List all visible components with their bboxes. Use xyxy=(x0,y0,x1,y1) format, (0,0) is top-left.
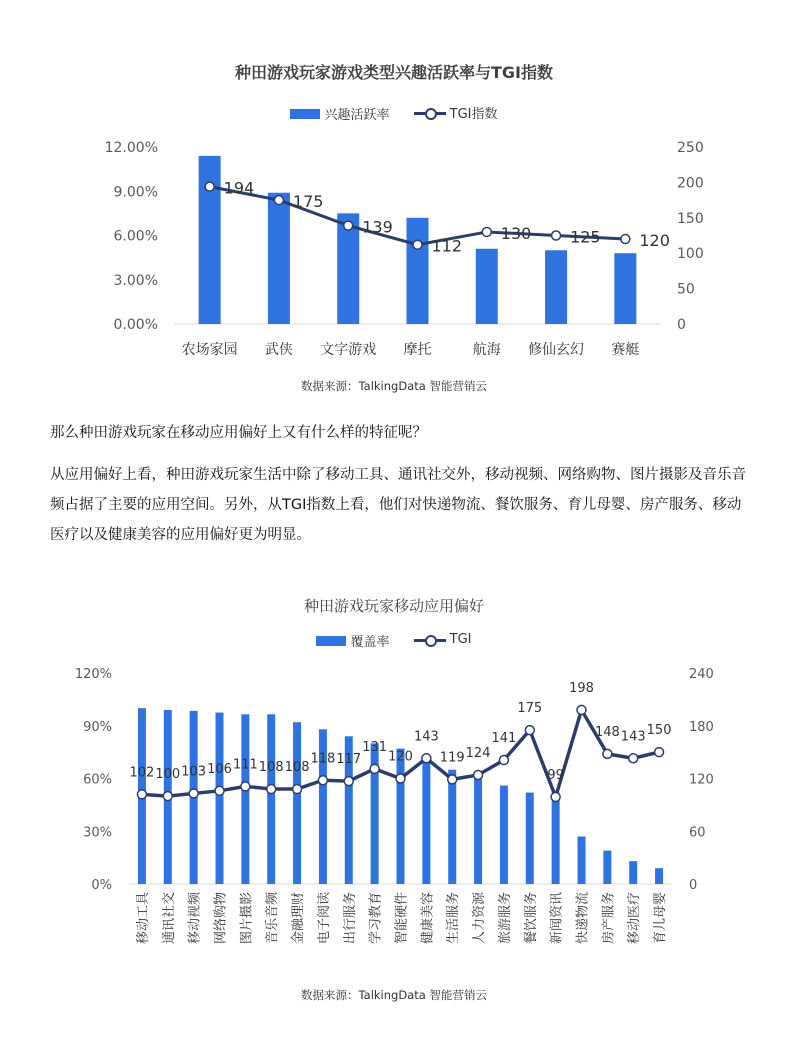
tgi-data-label: 112 xyxy=(431,236,463,256)
legend-label: 兴趣活跃率 xyxy=(324,108,390,123)
y-right-tick-label: 150 xyxy=(677,210,704,227)
bar xyxy=(474,775,482,884)
tgi-data-label: 139 xyxy=(362,217,393,237)
tgi-data-label: 111 xyxy=(232,757,258,773)
x-tick-label: 武侠 xyxy=(264,342,293,358)
tgi-point xyxy=(448,775,457,784)
tgi-data-label: 125 xyxy=(570,227,601,247)
tgi-data-label: 143 xyxy=(620,729,646,745)
chart2-source: 数据来源：TalkingData 智能营销云 xyxy=(301,988,487,1002)
bar xyxy=(476,249,498,324)
tgi-point xyxy=(621,235,630,244)
bar xyxy=(397,749,405,884)
tgi-point xyxy=(577,705,586,714)
tgi-point xyxy=(189,789,198,798)
bar xyxy=(268,193,290,324)
x-tick-label: 健康美容 xyxy=(420,892,436,945)
tgi-point xyxy=(551,792,560,801)
tgi-data-label: 99 xyxy=(547,767,564,783)
x-tick-label: 新闻资讯 xyxy=(549,892,565,945)
bar xyxy=(199,156,221,324)
tgi-point xyxy=(603,749,612,758)
tgi-point xyxy=(655,748,664,757)
bar xyxy=(526,793,534,884)
bar xyxy=(603,851,611,884)
x-tick-label: 出行服务 xyxy=(342,892,358,945)
tgi-data-label: 102 xyxy=(129,765,155,781)
x-tick-label: 快递物流 xyxy=(575,892,591,945)
tgi-point xyxy=(205,182,214,191)
y-left-tick-label: 0.00% xyxy=(113,317,158,333)
bar xyxy=(545,250,567,324)
bar xyxy=(655,868,663,884)
tgi-data-label: 120 xyxy=(639,231,670,251)
chart1-title: 种田游戏玩家游戏类型兴趣活跃率与TGI指数 xyxy=(234,63,553,82)
tgi-data-label: 150 xyxy=(646,723,672,739)
tgi-point xyxy=(629,754,638,763)
tgi-point xyxy=(474,770,483,779)
tgi-data-label: 198 xyxy=(569,680,594,696)
y-right-tick-label: 0 xyxy=(689,878,698,893)
y-left-tick-label: 9.00% xyxy=(113,184,158,201)
legend-label: TGI指数 xyxy=(449,107,498,122)
bar xyxy=(578,837,586,884)
x-tick-label: 移动医疗 xyxy=(627,892,643,945)
y-left-tick-label: 30% xyxy=(83,825,112,841)
tgi-data-label: 131 xyxy=(362,739,388,755)
y-right-tick-label: 200 xyxy=(677,175,704,192)
tgi-data-label: 143 xyxy=(413,729,439,745)
body-paragraph: 从应用偏好上看，种田游戏玩家生活中除了移动工具、通讯社交外，移动视频、网络购物、图片摄影及音乐音频占据了主要的应用空间。另外，从TGI指数上看，他们对快递物流、餐饮服务、育儿母婴、房产服务、移动医疗以及健康美容的应用偏好更为明显。 xyxy=(50,467,746,543)
tgi-data-label: 175 xyxy=(517,701,543,717)
bar xyxy=(216,713,224,884)
tgi-point xyxy=(344,777,353,786)
x-tick-label: 通讯社交 xyxy=(161,892,177,945)
y-right-tick-label: 50 xyxy=(677,281,695,298)
tgi-point xyxy=(413,240,422,249)
tgi-point xyxy=(525,726,534,735)
x-tick-label: 农场家园 xyxy=(181,342,238,358)
y-right-tick-label: 0 xyxy=(677,317,686,333)
y-right-tick-label: 60 xyxy=(689,825,706,841)
x-tick-label: 航海 xyxy=(472,342,501,358)
bar xyxy=(500,786,508,884)
x-tick-label: 图片摄影 xyxy=(239,892,255,945)
tgi-data-label: 117 xyxy=(336,752,362,768)
y-right-tick-label: 250 xyxy=(677,140,704,156)
tgi-data-label: 141 xyxy=(491,731,517,747)
x-tick-label: 育儿母婴 xyxy=(653,892,669,945)
y-right-tick-label: 240 xyxy=(689,667,714,682)
tgi-point xyxy=(137,790,146,799)
y-left-tick-label: 6.00% xyxy=(113,228,158,245)
x-tick-label: 移动工具 xyxy=(135,892,151,945)
y-left-tick-label: 12.00% xyxy=(104,140,158,156)
y-left-tick-label: 3.00% xyxy=(113,272,158,289)
tgi-point xyxy=(293,785,302,794)
tgi-point xyxy=(163,792,172,801)
tgi-point xyxy=(344,221,353,230)
tgi-data-label: 175 xyxy=(292,192,324,212)
x-tick-label: 修仙玄幻 xyxy=(528,342,585,358)
y-left-tick-label: 60% xyxy=(83,772,112,788)
x-tick-label: 智能硬件 xyxy=(394,892,410,945)
x-tick-label: 金融理财 xyxy=(291,892,307,945)
tgi-data-label: 119 xyxy=(439,750,465,766)
tgi-point xyxy=(274,196,283,205)
y-right-tick-label: 100 xyxy=(677,246,704,263)
chart2-svg xyxy=(0,585,788,1005)
bar xyxy=(241,714,249,884)
x-tick-label: 赛艇 xyxy=(611,342,640,358)
chart1 xyxy=(0,50,788,400)
x-tick-label: 网络购物 xyxy=(213,892,229,945)
x-tick-label: 摩托 xyxy=(403,342,432,358)
tgi-point xyxy=(482,227,491,236)
y-left-tick-label: 90% xyxy=(83,719,112,735)
tgi-data-label: 100 xyxy=(155,767,181,783)
chart2 xyxy=(0,585,788,1005)
tgi-point xyxy=(215,786,224,795)
tgi-point xyxy=(499,756,508,765)
bar xyxy=(267,714,275,884)
y-left-tick-label: 120% xyxy=(74,667,112,682)
bar xyxy=(552,793,560,884)
tgi-point xyxy=(396,774,405,783)
tgi-data-label: 130 xyxy=(500,223,532,243)
x-tick-label: 学习教育 xyxy=(368,892,384,945)
question-text: 那么种田游戏玩家在移动应用偏好上又有什么样的特征呢？ xyxy=(50,425,427,441)
tgi-data-label: 118 xyxy=(310,751,336,767)
x-tick-label: 音乐音频 xyxy=(265,892,281,945)
y-left-tick-label: 0% xyxy=(91,878,112,893)
tgi-point xyxy=(370,764,379,773)
tgi-data-label: 148 xyxy=(594,724,620,740)
legend-label: 覆盖率 xyxy=(350,635,390,650)
tgi-point xyxy=(318,776,327,785)
tgi-data-label: 120 xyxy=(388,749,413,765)
tgi-point xyxy=(241,782,250,791)
legend-label: TGI xyxy=(449,632,472,647)
tgi-data-label: 103 xyxy=(181,764,207,780)
tgi-data-label: 124 xyxy=(465,745,491,761)
tgi-data-label: 108 xyxy=(258,760,284,776)
bar xyxy=(407,218,429,324)
bar xyxy=(614,253,636,324)
x-tick-label: 移动视频 xyxy=(187,892,203,945)
y-right-tick-label: 120 xyxy=(689,772,714,788)
x-tick-label: 餐饮服务 xyxy=(523,892,539,945)
bar xyxy=(422,757,430,884)
tgi-data-label: 194 xyxy=(223,178,255,198)
tgi-data-label: 106 xyxy=(207,761,232,777)
x-tick-label: 电子阅读 xyxy=(316,892,332,945)
x-tick-label: 生活服务 xyxy=(446,892,462,945)
tgi-point xyxy=(422,754,431,763)
chart1-source: 数据来源：TalkingData 智能营销云 xyxy=(301,379,487,393)
bar xyxy=(629,861,637,884)
x-tick-label: 文字游戏 xyxy=(320,342,377,358)
tgi-point xyxy=(267,785,276,794)
tgi-point xyxy=(552,231,561,240)
tgi-data-label: 108 xyxy=(284,760,310,776)
x-tick-label: 人力资源 xyxy=(472,892,488,945)
chart2-title: 种田游戏玩家移动应用偏好 xyxy=(303,597,484,615)
bar xyxy=(293,722,301,884)
bar xyxy=(448,770,456,884)
chart1-svg xyxy=(0,50,788,400)
y-right-tick-label: 180 xyxy=(689,719,714,735)
x-tick-label: 旅游服务 xyxy=(497,892,513,945)
x-tick-label: 房产服务 xyxy=(601,892,617,945)
